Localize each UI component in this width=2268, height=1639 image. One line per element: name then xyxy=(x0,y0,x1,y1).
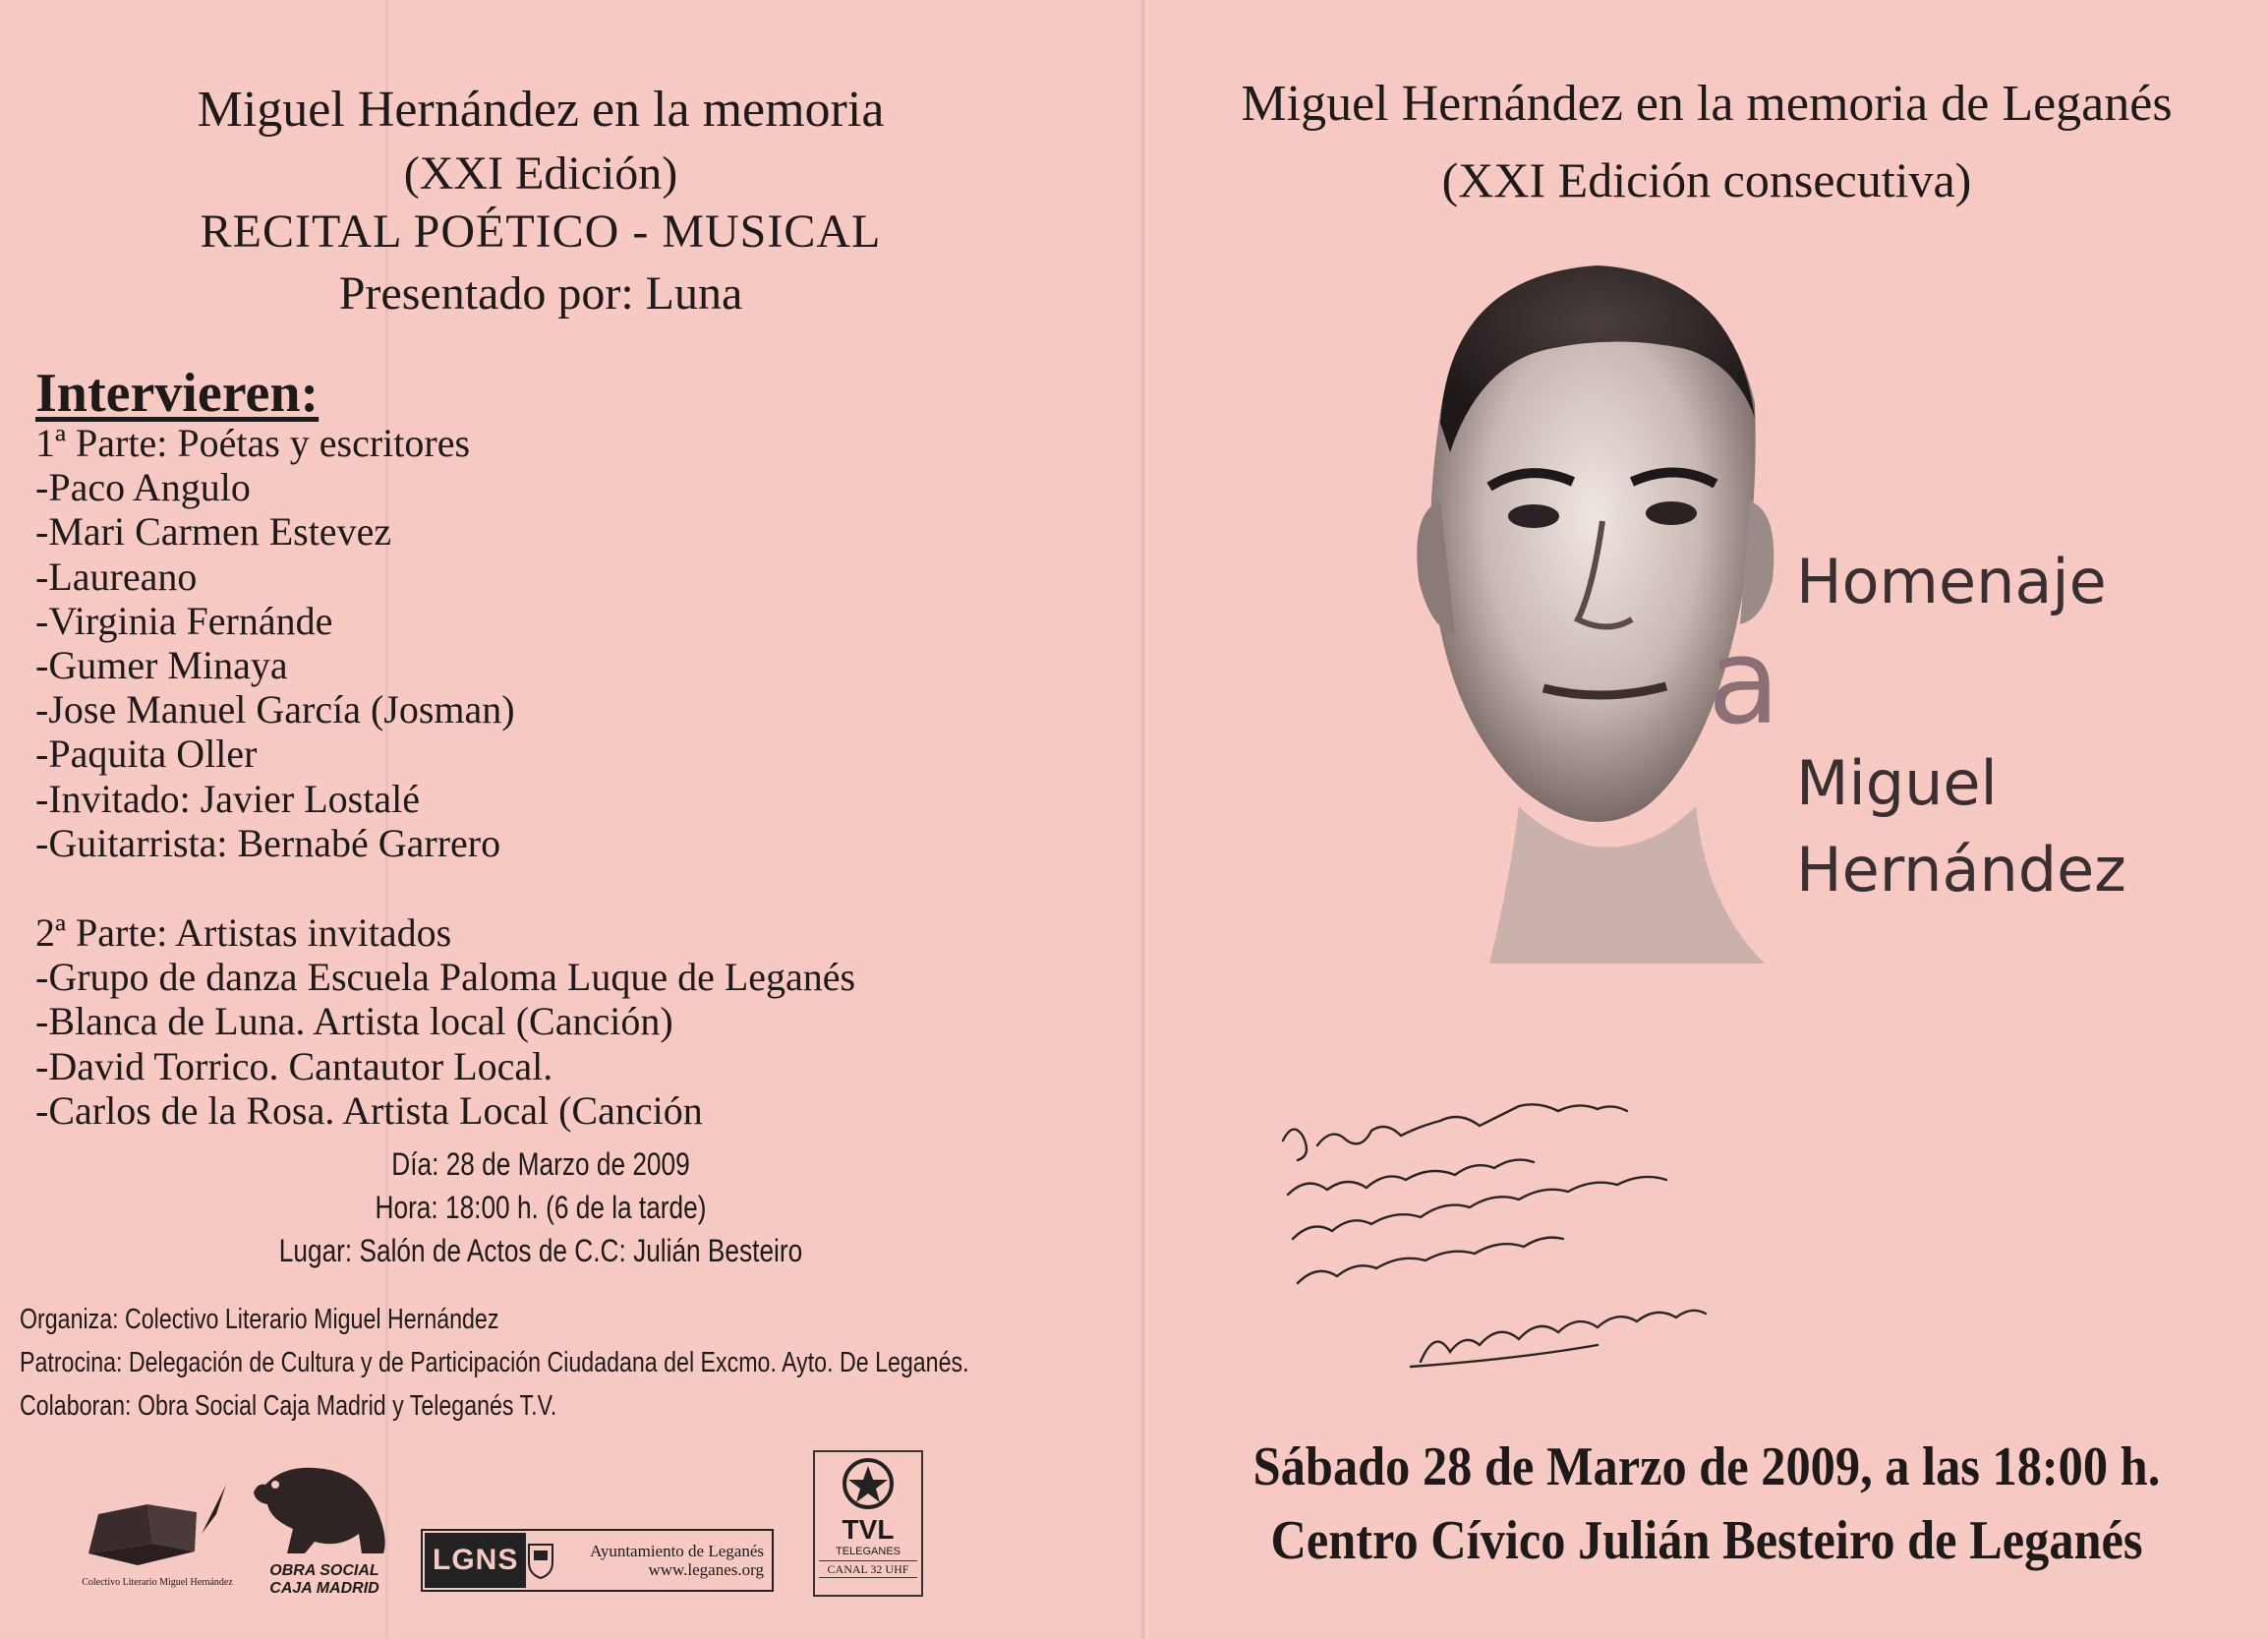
event-place: Lugar: Salón de Actos de C.C: Julián Besteiro xyxy=(278,1233,803,1268)
list-item: -Virginia Fernánde xyxy=(35,598,333,643)
homenaje-hernandez: Hernández xyxy=(1796,834,2126,906)
list-item: -Jose Manuel García (Josman) xyxy=(35,687,515,732)
list-item: -David Torrico. Cantautor Local. xyxy=(35,1043,553,1088)
bear-icon xyxy=(246,1455,403,1558)
ayuntamiento-text xyxy=(561,1542,772,1579)
list-item: -Gumer Minaya xyxy=(35,643,288,688)
event-date-line: Sábado 28 de Marzo de 2009, a las 18:00 h. xyxy=(1252,1436,2161,1497)
caja-caption-2: CAJA MADRID xyxy=(269,1580,379,1597)
colectivo-logo xyxy=(79,1475,236,1603)
list-item: -Paquita Oller xyxy=(35,732,258,777)
list-item: -Blanca de Luna. Artista local (Canción) xyxy=(35,999,673,1044)
list-item: -Carlos de la Rosa. Artista Local (Canción xyxy=(35,1087,703,1133)
list-item: -Mari Carmen Estevez xyxy=(35,509,392,555)
right-title: Miguel Hernández en la memoria de Leganés xyxy=(1241,76,2173,132)
left-edition: (XXI Edición) xyxy=(403,147,678,200)
event-day: Día: 28 de Marzo de 2009 xyxy=(391,1146,690,1182)
credit-patrocina: Patrocina: Delegación de Cultura y de Participación Ciudadana del Excmo. Ayto. De Leganés. xyxy=(20,1347,969,1378)
homenaje-a: a xyxy=(1708,615,1780,751)
colectivo-caption: Colectivo Literario Miguel Hernández xyxy=(82,1577,233,1588)
homenaje-word: Homenaje xyxy=(1796,546,2107,617)
star-icon xyxy=(815,1452,921,1511)
list-item: -Laureano xyxy=(35,554,198,599)
left-recital-heading: RECITAL POÉTICO - MUSICAL xyxy=(200,205,882,258)
handwritten-dedication-signature xyxy=(1273,1082,1745,1376)
list-item: -Guitarrista: Bernabé Garrero xyxy=(35,820,501,865)
caja-madrid-logo xyxy=(246,1455,403,1603)
event-details xyxy=(0,1142,1081,1272)
event-time: Hora: 18:00 h. (6 de la tarde) xyxy=(375,1190,707,1225)
credit-organiza: Organiza: Colectivo Literario Miguel Hernández xyxy=(20,1304,499,1335)
list-item: -Paco Angulo xyxy=(35,465,251,510)
homenaje-miguel: Miguel xyxy=(1796,747,1998,819)
part2-list xyxy=(35,910,855,1133)
tvl-canal: CANAL 32 UHF xyxy=(819,1560,917,1578)
left-presenter: Presentado por: Luna xyxy=(338,267,743,320)
credit-colaboran: Colaboran: Obra Social Caja Madrid y Teleganés T.V. xyxy=(20,1390,557,1422)
right-panel xyxy=(1145,0,2268,1639)
event-venue-line: Centro Cívico Julián Besteiro de Leganés xyxy=(1270,1510,2143,1571)
coat-of-arms-icon xyxy=(526,1541,555,1580)
left-title: Miguel Hernández en la memoria xyxy=(197,82,885,138)
part2-heading: 2ª Parte: Artistas invitados xyxy=(35,910,452,955)
part1-heading: 1ª Parte: Poétas y escritores xyxy=(35,421,471,465)
caja-caption-1: OBRA SOCIAL xyxy=(269,1562,379,1579)
ayuntamiento-name: Ayuntamiento de Leganés xyxy=(590,1542,764,1560)
list-item: -Grupo de danza Escuela Paloma Luque de Leganés xyxy=(35,955,856,1000)
teleganes-logo xyxy=(813,1450,923,1597)
ayuntamiento-url: www.leganes.org xyxy=(648,1560,764,1579)
leganes-logo xyxy=(421,1529,774,1592)
part1-list xyxy=(35,421,515,865)
tvl-wordmark: TVL xyxy=(842,1514,895,1545)
tvl-subtitle: TELEGANES xyxy=(835,1546,901,1557)
list-item: -Invitado: Javier Lostalé xyxy=(35,776,420,821)
right-edition: (XXI Edición consecutiva) xyxy=(1441,152,1972,207)
credits xyxy=(20,1298,1206,1428)
lgns-wordmark: LGNS xyxy=(425,1533,526,1588)
intervieren-heading: Intervieren: xyxy=(35,363,320,424)
book-quill-icon xyxy=(79,1475,236,1573)
